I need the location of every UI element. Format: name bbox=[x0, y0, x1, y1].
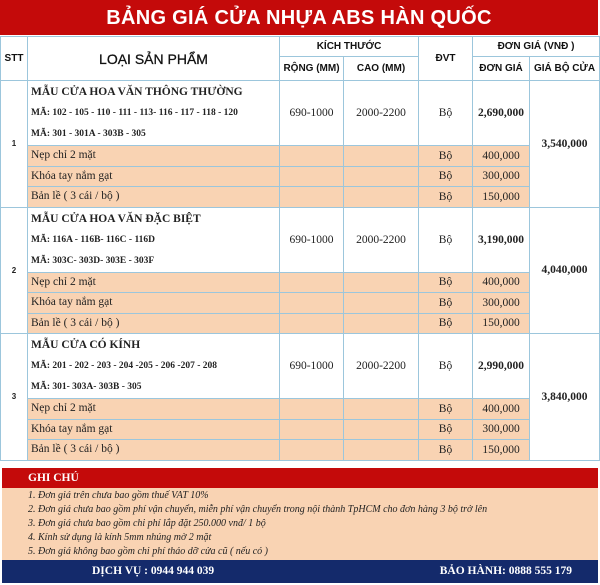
product-cell bbox=[28, 207, 280, 272]
unit-price-cell: 400,000 bbox=[473, 272, 530, 293]
height-cell: 2000-2200 bbox=[344, 81, 419, 146]
height-cell: 2000-2200 bbox=[344, 334, 419, 399]
product-name: MẪU CỬA HOA VĂN ĐẶC BIỆT bbox=[31, 212, 201, 225]
stt-cell: 1 bbox=[1, 81, 28, 208]
footer bbox=[2, 560, 598, 583]
height-cell bbox=[344, 187, 419, 208]
unit-price-cell: 300,000 bbox=[473, 293, 530, 314]
width-cell: 690-1000 bbox=[280, 81, 344, 146]
stt-cell: 3 bbox=[1, 334, 28, 461]
accessory-row bbox=[1, 166, 600, 187]
accessory-name: Nẹp chỉ 2 mặt bbox=[28, 399, 280, 420]
width-cell bbox=[280, 187, 344, 208]
width-cell bbox=[280, 146, 344, 167]
accessory-row bbox=[1, 293, 600, 314]
header-width: RỘNG (MM) bbox=[280, 57, 344, 81]
product-codes: MÃ: 301- 303A- 303B - 305 bbox=[31, 382, 142, 392]
width-cell: 690-1000 bbox=[280, 207, 344, 272]
width-cell bbox=[280, 399, 344, 420]
product-name: MẪU CỬA CÓ KÍNH bbox=[31, 339, 141, 351]
height-cell bbox=[344, 146, 419, 167]
note-item: 4. Kính sử dụng là kính 5mm nhúng mờ 2 mặt bbox=[28, 532, 212, 543]
set-price-cell: 3,540,000 bbox=[530, 81, 600, 208]
product-codes: MÃ: 301 - 301A - 303B - 305 bbox=[31, 129, 146, 139]
unit-cell: Bộ bbox=[419, 313, 473, 334]
height-cell bbox=[344, 313, 419, 334]
unit-cell: Bộ bbox=[419, 440, 473, 461]
width-cell: 690-1000 bbox=[280, 334, 344, 399]
unit-cell: Bộ bbox=[419, 334, 473, 399]
width-cell bbox=[280, 419, 344, 440]
header-product: LOẠI SẢN PHẨM bbox=[28, 37, 280, 81]
note-item: 5. Đơn giá không bao gồm chi phí tháo dỡ cửa cũ ( nếu có ) bbox=[28, 546, 268, 557]
unit-cell: Bộ bbox=[419, 272, 473, 293]
set-price-cell: 4,040,000 bbox=[530, 207, 600, 334]
product-cell bbox=[28, 334, 280, 399]
width-cell bbox=[280, 166, 344, 187]
height-cell bbox=[344, 440, 419, 461]
header-set-price: GIÁ BỘ CỬA bbox=[530, 57, 600, 81]
product-codes: MÃ: 102 - 105 - 110 - 111 - 113- 116 - 117 - 118 - 120 bbox=[31, 108, 238, 118]
stt-cell: 2 bbox=[1, 207, 28, 334]
header-price-group: ĐƠN GIÁ (VNĐ ) bbox=[473, 37, 600, 57]
unit-price-cell: 2,990,000 bbox=[473, 334, 530, 399]
product-codes: MÃ: 116A - 116B- 116C - 116D bbox=[31, 234, 156, 245]
accessory-name: Bản lề ( 3 cái / bộ ) bbox=[28, 313, 280, 334]
product-name: MẪU CỬA HOA VĂN THÔNG THƯỜNG bbox=[31, 86, 243, 98]
notes-list bbox=[2, 488, 598, 560]
accessory-row bbox=[1, 399, 600, 420]
accessory-row bbox=[1, 419, 600, 440]
set-price-cell: 3,840,000 bbox=[530, 334, 600, 461]
unit-cell: Bộ bbox=[419, 166, 473, 187]
unit-price-cell: 400,000 bbox=[473, 399, 530, 420]
width-cell bbox=[280, 293, 344, 314]
unit-cell: Bộ bbox=[419, 207, 473, 272]
product-row bbox=[1, 334, 600, 399]
service-phone: DỊCH VỤ : 0944 944 039 bbox=[92, 565, 215, 577]
height-cell bbox=[344, 419, 419, 440]
width-cell bbox=[280, 272, 344, 293]
accessory-row bbox=[1, 146, 600, 167]
header-stt: STT bbox=[1, 37, 28, 81]
height-cell bbox=[344, 272, 419, 293]
note-item: 2. Đơn giá chưa bao gồm phí vận chuyển, miễn phí vận chuyển trong nội thành TpHCM cho đơn hàng 3 bộ trở lên bbox=[28, 504, 488, 515]
accessory-row bbox=[1, 187, 600, 208]
height-cell bbox=[344, 166, 419, 187]
unit-cell: Bộ bbox=[419, 399, 473, 420]
height-cell bbox=[344, 399, 419, 420]
unit-cell: Bộ bbox=[419, 187, 473, 208]
note-item: 3. Đơn giá chưa bao gồm chi phí lắp đặt 250.000 vnđ/ 1 bộ bbox=[28, 518, 266, 529]
unit-price-cell: 3,190,000 bbox=[473, 207, 530, 272]
header-size: KÍCH THƯỚC bbox=[280, 37, 419, 57]
accessory-name: Bản lề ( 3 cái / bộ ) bbox=[28, 440, 280, 461]
accessory-row bbox=[1, 440, 600, 461]
product-row bbox=[1, 81, 600, 146]
unit-price-cell: 150,000 bbox=[473, 313, 530, 334]
header-unit: ĐVT bbox=[419, 37, 473, 81]
header-unit-price: ĐƠN GIÁ bbox=[473, 57, 530, 81]
accessory-name: Bản lề ( 3 cái / bộ ) bbox=[28, 187, 280, 208]
notes-title: GHI CHÚ bbox=[2, 468, 598, 488]
accessory-name: Nẹp chỉ 2 mặt bbox=[28, 272, 280, 293]
unit-price-cell: 300,000 bbox=[473, 419, 530, 440]
unit-cell: Bộ bbox=[419, 81, 473, 146]
accessory-name: Khóa tay nắm gạt bbox=[28, 293, 280, 314]
price-table bbox=[0, 36, 600, 461]
warranty-phone: BẢO HÀNH: 0888 555 179 bbox=[439, 565, 572, 577]
unit-price-cell: 300,000 bbox=[473, 166, 530, 187]
unit-cell: Bộ bbox=[419, 419, 473, 440]
accessory-row bbox=[1, 313, 600, 334]
accessory-name: Khóa tay nắm gạt bbox=[28, 419, 280, 440]
unit-cell: Bộ bbox=[419, 293, 473, 314]
header-height: CAO (MM) bbox=[344, 57, 419, 81]
accessory-name: Khóa tay nắm gạt bbox=[28, 166, 280, 187]
width-cell bbox=[280, 440, 344, 461]
page-title: BẢNG GIÁ CỬA NHỰA ABS HÀN QUỐC bbox=[0, 0, 598, 35]
product-row bbox=[1, 207, 600, 272]
unit-price-cell: 150,000 bbox=[473, 440, 530, 461]
product-codes: MÃ: 201 - 202 - 203 - 204 -205 - 206 -207 - 208 bbox=[31, 361, 218, 371]
height-cell: 2000-2200 bbox=[344, 207, 419, 272]
accessory-name: Nẹp chỉ 2 mặt bbox=[28, 146, 280, 167]
unit-price-cell: 150,000 bbox=[473, 187, 530, 208]
product-codes: MÃ: 303C- 303D- 303E - 303F bbox=[31, 255, 155, 266]
unit-cell: Bộ bbox=[419, 146, 473, 167]
accessory-row bbox=[1, 272, 600, 293]
product-cell bbox=[28, 81, 280, 146]
height-cell bbox=[344, 293, 419, 314]
note-item: 1. Đơn giá trên chưa bao gồm thuế VAT 10% bbox=[28, 490, 209, 501]
unit-price-cell: 400,000 bbox=[473, 146, 530, 167]
unit-price-cell: 2,690,000 bbox=[473, 81, 530, 146]
width-cell bbox=[280, 313, 344, 334]
